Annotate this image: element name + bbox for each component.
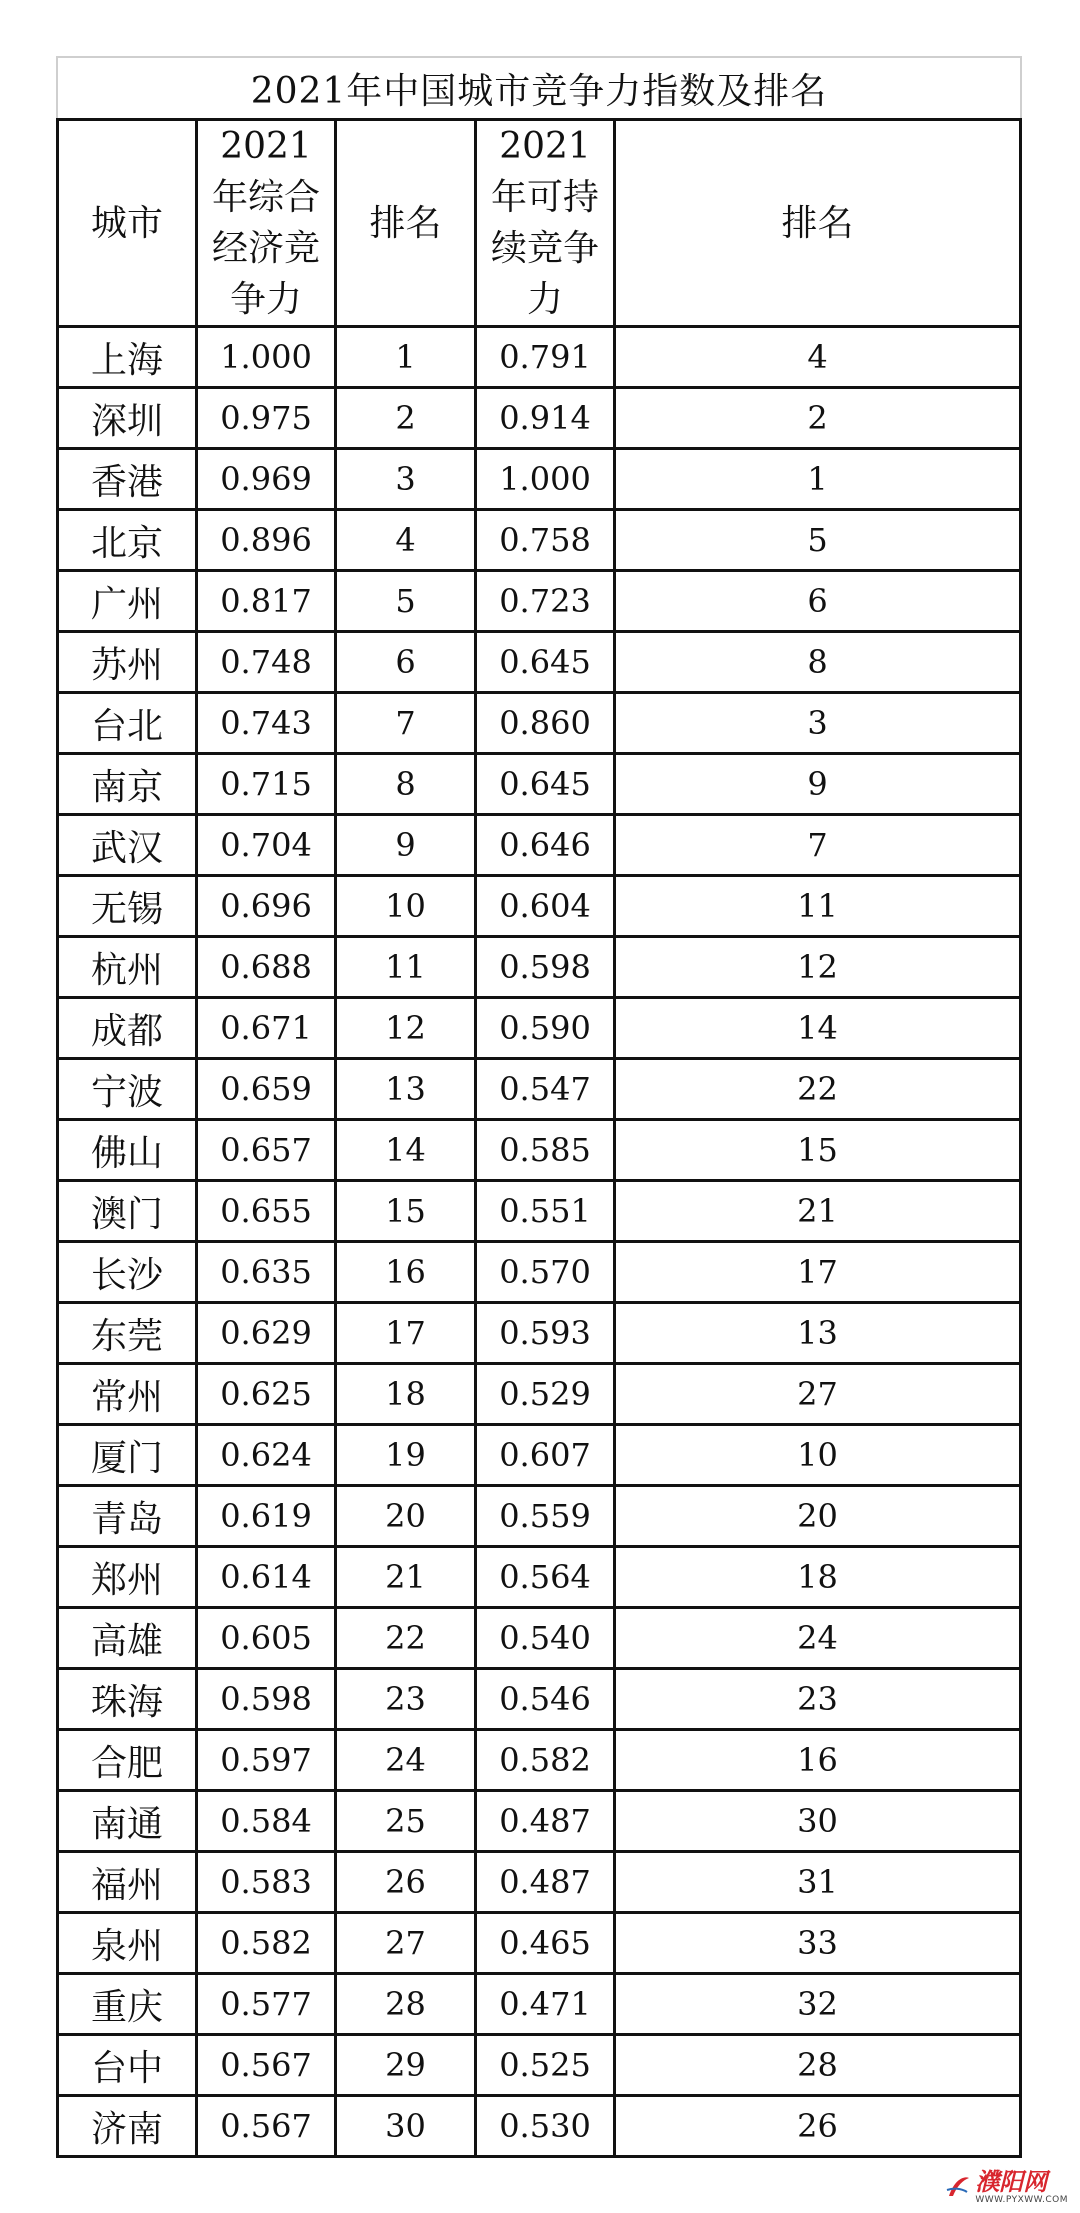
cell-economic-score: 0.629: [197, 1303, 336, 1364]
cell-sustainable-score: 0.604: [476, 876, 615, 937]
cell-city: 广州: [58, 571, 197, 632]
cell-city: 北京: [58, 510, 197, 571]
cell-economic-score: 0.688: [197, 937, 336, 998]
cell-sustainable-score: 0.530: [476, 2096, 615, 2157]
table-row: [58, 693, 1021, 754]
cell-economic-rank: 15: [336, 1181, 476, 1242]
cell-economic-rank: 30: [336, 2096, 476, 2157]
table-row: [58, 1059, 1021, 1120]
cell-economic-score: 0.671: [197, 998, 336, 1059]
cell-sustainable-rank: 21: [615, 1181, 1021, 1242]
cell-economic-rank: 12: [336, 998, 476, 1059]
cell-sustainable-score: 0.590: [476, 998, 615, 1059]
cell-sustainable-rank: 32: [615, 1974, 1021, 2035]
cell-sustainable-score: 0.598: [476, 937, 615, 998]
table-row: [58, 876, 1021, 937]
cell-sustainable-score: 0.546: [476, 1669, 615, 1730]
cell-city: 苏州: [58, 632, 197, 693]
table-row: [58, 388, 1021, 449]
cell-sustainable-rank: 27: [615, 1364, 1021, 1425]
cell-sustainable-score: 0.758: [476, 510, 615, 571]
cell-city: 合肥: [58, 1730, 197, 1791]
site-logo-icon: [945, 2174, 971, 2200]
cell-city: 南通: [58, 1791, 197, 1852]
table-row: [58, 1181, 1021, 1242]
cell-economic-rank: 18: [336, 1364, 476, 1425]
cell-sustainable-rank: 24: [615, 1608, 1021, 1669]
cell-economic-rank: 17: [336, 1303, 476, 1364]
cell-economic-score: 0.704: [197, 815, 336, 876]
cell-sustainable-rank: 8: [615, 632, 1021, 693]
cell-economic-rank: 11: [336, 937, 476, 998]
table-row: [58, 1791, 1021, 1852]
cell-city: 泉州: [58, 1913, 197, 1974]
header-sustainable-text: 2021年可持续竞争力: [490, 126, 599, 320]
table-row: [58, 1120, 1021, 1181]
cell-sustainable-score: 0.540: [476, 1608, 615, 1669]
cell-sustainable-rank: 7: [615, 815, 1021, 876]
cell-economic-rank: 29: [336, 2035, 476, 2096]
cell-sustainable-score: 0.465: [476, 1913, 615, 1974]
cell-sustainable-score: 0.551: [476, 1181, 615, 1242]
cell-economic-rank: 10: [336, 876, 476, 937]
cell-sustainable-rank: 18: [615, 1547, 1021, 1608]
cell-economic-rank: 3: [336, 449, 476, 510]
header-rank-economic: 排名: [336, 120, 476, 327]
cell-city: 上海: [58, 327, 197, 388]
cell-economic-rank: 20: [336, 1486, 476, 1547]
cell-economic-score: 0.715: [197, 754, 336, 815]
cell-sustainable-rank: 12: [615, 937, 1021, 998]
table-row: [58, 1913, 1021, 1974]
cell-economic-score: 0.567: [197, 2035, 336, 2096]
ranking-sheet: [56, 56, 1022, 2158]
cell-sustainable-score: 0.559: [476, 1486, 615, 1547]
cell-economic-score: 0.583: [197, 1852, 336, 1913]
cell-city: 珠海: [58, 1669, 197, 1730]
cell-economic-rank: 14: [336, 1120, 476, 1181]
header-city: 城市: [58, 120, 197, 327]
watermark-url: WWW.PYXWW.COM: [975, 2195, 1068, 2205]
table-row: [58, 998, 1021, 1059]
cell-economic-score: 0.655: [197, 1181, 336, 1242]
cell-economic-score: 0.657: [197, 1120, 336, 1181]
header-economic-competitiveness: [197, 120, 336, 327]
cell-sustainable-score: 0.471: [476, 1974, 615, 2035]
cell-city: 重庆: [58, 1974, 197, 2035]
table-row: [58, 1425, 1021, 1486]
header-economic-text: 2021年综合经济竞争力: [211, 126, 320, 320]
cell-sustainable-rank: 11: [615, 876, 1021, 937]
cell-economic-score: 0.743: [197, 693, 336, 754]
cell-economic-rank: 4: [336, 510, 476, 571]
cell-economic-rank: 1: [336, 327, 476, 388]
cell-economic-score: 0.969: [197, 449, 336, 510]
cell-sustainable-score: 0.547: [476, 1059, 615, 1120]
cell-economic-rank: 13: [336, 1059, 476, 1120]
cell-sustainable-rank: 6: [615, 571, 1021, 632]
cell-sustainable-score: 0.585: [476, 1120, 615, 1181]
cell-sustainable-rank: 20: [615, 1486, 1021, 1547]
cell-sustainable-score: 0.914: [476, 388, 615, 449]
table-row: [58, 1730, 1021, 1791]
cell-city: 厦门: [58, 1425, 197, 1486]
cell-sustainable-rank: 31: [615, 1852, 1021, 1913]
cell-economic-rank: 16: [336, 1242, 476, 1303]
cell-city: 东莞: [58, 1303, 197, 1364]
header-rank-sustainable: 排名: [615, 120, 1021, 327]
cell-economic-rank: 5: [336, 571, 476, 632]
cell-sustainable-score: 1.000: [476, 449, 615, 510]
table-title: 2021年中国城市竞争力指数及排名: [56, 56, 1022, 118]
cell-economic-score: 0.614: [197, 1547, 336, 1608]
cell-economic-score: 1.000: [197, 327, 336, 388]
table-row: [58, 510, 1021, 571]
cell-sustainable-rank: 26: [615, 2096, 1021, 2157]
cell-economic-rank: 28: [336, 1974, 476, 2035]
cell-sustainable-rank: 22: [615, 1059, 1021, 1120]
site-watermark: [939, 2167, 1074, 2207]
table-row: [58, 632, 1021, 693]
cell-economic-score: 0.598: [197, 1669, 336, 1730]
cell-sustainable-rank: 3: [615, 693, 1021, 754]
cell-city: 常州: [58, 1364, 197, 1425]
cell-city: 武汉: [58, 815, 197, 876]
cell-city: 杭州: [58, 937, 197, 998]
cell-city: 宁波: [58, 1059, 197, 1120]
cell-sustainable-score: 0.564: [476, 1547, 615, 1608]
cell-economic-score: 0.748: [197, 632, 336, 693]
cell-economic-score: 0.817: [197, 571, 336, 632]
cell-sustainable-score: 0.607: [476, 1425, 615, 1486]
table-body: [58, 327, 1021, 2157]
cell-sustainable-rank: 1: [615, 449, 1021, 510]
cell-city: 香港: [58, 449, 197, 510]
cell-city: 济南: [58, 2096, 197, 2157]
cell-economic-score: 0.975: [197, 388, 336, 449]
table-row: [58, 1669, 1021, 1730]
cell-economic-score: 0.624: [197, 1425, 336, 1486]
cell-economic-rank: 2: [336, 388, 476, 449]
cell-sustainable-rank: 28: [615, 2035, 1021, 2096]
table-row: [58, 754, 1021, 815]
cell-city: 澳门: [58, 1181, 197, 1242]
cell-sustainable-score: 0.646: [476, 815, 615, 876]
cell-economic-rank: 9: [336, 815, 476, 876]
cell-sustainable-rank: 14: [615, 998, 1021, 1059]
cell-economic-score: 0.896: [197, 510, 336, 571]
cell-economic-rank: 25: [336, 1791, 476, 1852]
cell-sustainable-score: 0.723: [476, 571, 615, 632]
cell-sustainable-rank: 33: [615, 1913, 1021, 1974]
table-row: [58, 2035, 1021, 2096]
cell-sustainable-score: 0.582: [476, 1730, 615, 1791]
cell-city: 长沙: [58, 1242, 197, 1303]
table-row: [58, 815, 1021, 876]
cell-sustainable-score: 0.525: [476, 2035, 615, 2096]
cell-sustainable-rank: 23: [615, 1669, 1021, 1730]
cell-sustainable-rank: 5: [615, 510, 1021, 571]
cell-sustainable-score: 0.593: [476, 1303, 615, 1364]
cell-sustainable-rank: 13: [615, 1303, 1021, 1364]
cell-economic-rank: 26: [336, 1852, 476, 1913]
cell-economic-rank: 27: [336, 1913, 476, 1974]
cell-sustainable-rank: 16: [615, 1730, 1021, 1791]
cell-economic-score: 0.696: [197, 876, 336, 937]
cell-economic-score: 0.625: [197, 1364, 336, 1425]
cell-sustainable-rank: 30: [615, 1791, 1021, 1852]
cell-city: 福州: [58, 1852, 197, 1913]
cell-city: 青岛: [58, 1486, 197, 1547]
cell-city: 成都: [58, 998, 197, 1059]
cell-sustainable-rank: 15: [615, 1120, 1021, 1181]
header-row: [58, 120, 1021, 327]
cell-economic-rank: 22: [336, 1608, 476, 1669]
table-row: [58, 937, 1021, 998]
cell-sustainable-rank: 10: [615, 1425, 1021, 1486]
cell-economic-score: 0.567: [197, 2096, 336, 2157]
table-row: [58, 327, 1021, 388]
cell-sustainable-score: 0.791: [476, 327, 615, 388]
cell-economic-score: 0.584: [197, 1791, 336, 1852]
cell-economic-rank: 6: [336, 632, 476, 693]
cell-economic-score: 0.635: [197, 1242, 336, 1303]
cell-economic-rank: 7: [336, 693, 476, 754]
header-sustainable-competitiveness: [476, 120, 615, 327]
cell-economic-score: 0.582: [197, 1913, 336, 1974]
cell-city: 台中: [58, 2035, 197, 2096]
watermark-site-name: 濮阳网: [975, 2168, 1048, 2196]
cell-sustainable-score: 0.645: [476, 632, 615, 693]
table-row: [58, 1364, 1021, 1425]
table-row: [58, 1547, 1021, 1608]
table-row: [58, 1608, 1021, 1669]
cell-city: 郑州: [58, 1547, 197, 1608]
cell-economic-rank: 23: [336, 1669, 476, 1730]
cell-economic-rank: 8: [336, 754, 476, 815]
table-row: [58, 1974, 1021, 2035]
cell-sustainable-rank: 4: [615, 327, 1021, 388]
cell-economic-score: 0.659: [197, 1059, 336, 1120]
table-row: [58, 1852, 1021, 1913]
table-row: [58, 571, 1021, 632]
cell-economic-score: 0.619: [197, 1486, 336, 1547]
table-row: [58, 1303, 1021, 1364]
cell-sustainable-rank: 2: [615, 388, 1021, 449]
table-row: [58, 1242, 1021, 1303]
cell-city: 台北: [58, 693, 197, 754]
table-row: [58, 1486, 1021, 1547]
cell-sustainable-score: 0.860: [476, 693, 615, 754]
cell-sustainable-score: 0.645: [476, 754, 615, 815]
cell-economic-score: 0.605: [197, 1608, 336, 1669]
cell-sustainable-rank: 9: [615, 754, 1021, 815]
cell-economic-score: 0.577: [197, 1974, 336, 2035]
cell-city: 深圳: [58, 388, 197, 449]
cell-city: 南京: [58, 754, 197, 815]
cell-sustainable-score: 0.570: [476, 1242, 615, 1303]
cell-sustainable-score: 0.487: [476, 1852, 615, 1913]
cell-sustainable-rank: 17: [615, 1242, 1021, 1303]
cell-economic-rank: 19: [336, 1425, 476, 1486]
table-row: [58, 449, 1021, 510]
cell-city: 高雄: [58, 1608, 197, 1669]
cell-city: 无锡: [58, 876, 197, 937]
cell-city: 佛山: [58, 1120, 197, 1181]
cell-economic-rank: 24: [336, 1730, 476, 1791]
ranking-table: [56, 118, 1022, 2158]
cell-sustainable-score: 0.529: [476, 1364, 615, 1425]
cell-economic-score: 0.597: [197, 1730, 336, 1791]
cell-sustainable-score: 0.487: [476, 1791, 615, 1852]
cell-economic-rank: 21: [336, 1547, 476, 1608]
table-row: [58, 2096, 1021, 2157]
